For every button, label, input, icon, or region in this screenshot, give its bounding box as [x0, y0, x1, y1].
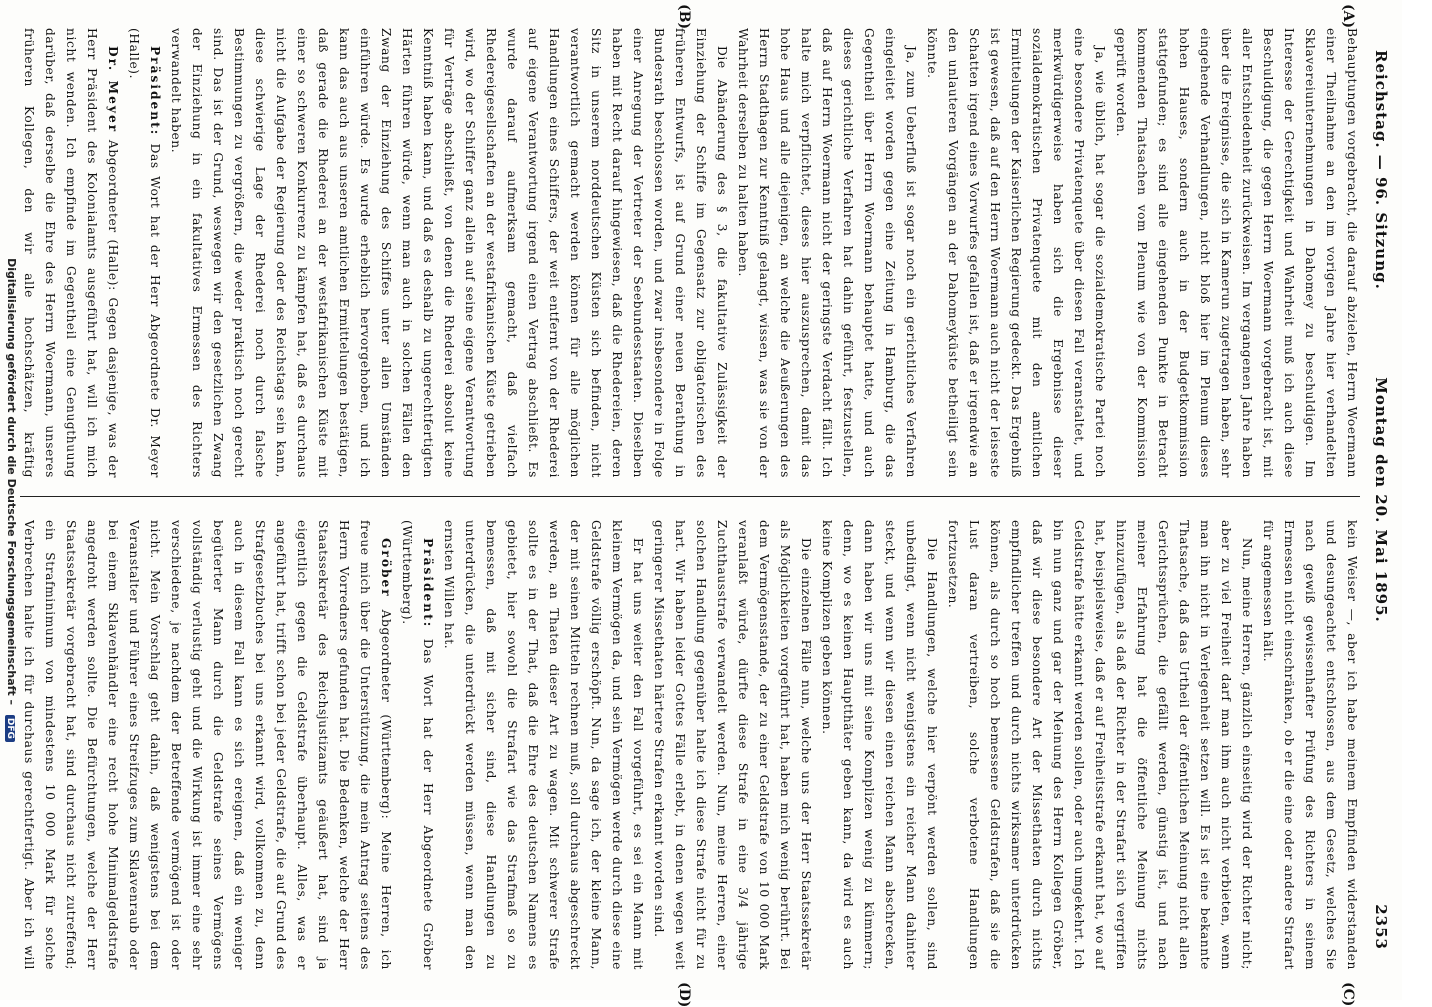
right-column [22, 520, 1362, 970]
left-column [22, 28, 1362, 478]
speech-paragraph [22, 28, 123, 478]
speaker-label: Präsident: [148, 46, 162, 137]
paragraph: Er hat uns weiter den Fall vorgeführt, es sei ein Mann mit kleinem Vermögen da, und sein Vermögen werde durch diese eine Geldstrafe völlig erschöpft. Nun, da sage ich, der kleine Mann, der mit seinen Mitteln rechnen muß, soll durchaus abgeschreckt werden, an Thaten dieser Art zu wagen. Mit schwerer Strafe sollte es in der That, daß die Ehre des deutschen Namens es gebietet, hier sowohl die Strafart wie das Strafmaß so zu bemessen, daß mit sicher sind, diese Handlungen zu unterdrücken, die unterdrückt werden müssen, wenn man den ernsten Willen hat. [442, 520, 645, 970]
speaker-text: Das Wort hat der Herr Abgeordnete Dr. Meyer (Halle). [127, 28, 162, 478]
paragraph: Behauptungen vorgebracht, die darauf abzielen, Herrn Woermann einer Theilnahme an den im vorigen Jahre hier verhandelten Sklavereiunternehmungen in Dahomey zu beschuldigen. Im Interesse der Gerechtigkeit und Wahrheit muß ich auch diese Beschuldigung, die gegen Herrn Woermann vorgebracht ist, mit aller Entschiedenheit zurückweisen. Im vergangenen Jahre haben über die Ereignisse, die sich in Kamerun zugetragen haben, sehr eingehende Verhandlungen, nicht bloß hier im Plenum dieses hohen Hauses, sondern auch in der Budgetkommission stattgefunden; es sind alle eingehenden Punkte in Betracht kommenden Thatsachen vom Plenum wie von der Kommission geprüft worden. [1114, 28, 1359, 478]
paragraph: Ja, zum Ueberfluß ist sogar noch ein gerichtliches Verfahren eingeleitet worden gegen eine Zeitung in Hamburg, die das Gegentheil über Herrn Woermann behauptet hatte, und auch dieses gerichtliche Verfahren hat dahin geführt, festzustellen, daß auf Herrn Woermann nicht der geringste Verdacht fällt. Ich halte mich verpflichtet, dieses hier auszusprechen, damit das hohe Haus und alle diejenigen, an welche die Aeußerungen des Herrn Stadthagen zur Kenntniß gelangt, wissen, was sie von der Wahrheit derselben zu halten haben. [736, 28, 918, 478]
paragraph: Die Handlungen, welche hier verpönt werden sollen, sind unbedingt, wenn nicht wenigstens ein reicher Mann dahinter steckt, und wenn wir diesen einen reichen Mann abschrecken, dann haben wir uns mit seine Komplizen wenig zu kümmern; denn, wo es keinen Hauptthäter geben kann, da wird es auch keine Komplizen geben können. [820, 520, 939, 970]
speaker-text: Das Wort hat der Herr Abgeordnete Gröber (Württemberg). [400, 520, 435, 970]
paragraph: Die einzelnen Fälle nun, welche uns der Herr Staatssekretär als Möglichkeiten vorgeführt hat, haben mich wenig berührt. Bei dem Vermögensstande, der zu einer Geldstrafe von 10 000 Mark veranlaßt würde, dürfte diese Strafe in eine 3/4 jährige Zuchthausstrafe verwandelt werden. Nun, meine Herren, einer solchen Handlung gegenüber halte ich diese Strafe nicht für zu hart. Wir haben leider Gottes Fälle erlebt, in denen wegen weit geringerer Missethaten härtere Strafen erkannt worden sind. [652, 520, 813, 970]
paragraph: Ja, wie üblich, hat sogar die sozialdemokratische Partei noch eine besondere Privatenquete über diesen Fall veranstaltet, und merkwürdigerweise haben sich die Ergebnisse dieser sozialdemokratischen Privatenquete mit den amtlichen Ermittelungen der Kaiserlichen Regierung gedeckt. Das Ergebniß ist gewesen, daß auf den Herrn Woermann auch nicht der leiseste Schatten irgend eines Vorwurfes gefallen ist, daß er irgendwie an den unlauteren Vorgängen an der Dahomeyküste betheiligt sein könnte. [925, 28, 1107, 478]
speech-paragraph [22, 520, 396, 970]
running-head-date: Montag den 20. Mai 1895. [1372, 377, 1390, 623]
credit-text: Digitalisierung gefördert durch die Deutsche Forschungsgemeinschaft – [5, 258, 18, 706]
speaker-paragraph [396, 520, 438, 970]
section-marker-d: (D) [676, 982, 692, 1007]
section-marker-a: (A) [1340, 4, 1356, 29]
speaker-paragraph [123, 28, 165, 478]
speaker-name: Dr. Meyer [106, 46, 120, 134]
speaker-label: Präsident: [421, 538, 435, 629]
paragraph: Nun, meine Herren, gänzlich einseitig wird der Richter nicht; aber zu viel Freiheit darf man ihm auch nicht verbieten, wenn man ihn nicht in Verlegenheit setzen will. Es ist eine bekannte Thatsache, daß das Urtheil der öffentlichen Meinung nicht allen Gerichtssprüchen, die gefällt werden, günstig ist, und nach meiner Erfahrung hat die öffentliche Meinung nichts hinzuzufügen, als daß der Richter in der Strafart sich vergriffen hat, beispielsweise, daß er auf Freiheitsstrafe erkannt hat, wo auf Geldstrafe hätte erkannt werden sollen, oder auch umgekehrt. Ich bin nun ganz und gar der Meinung des Herrn Kollegen Gröber, daß wir diese besondere Art der Missethaten durch nichts empfindlicher treffen und durch nichts wirksamer unterdrücken können, als durch so hoch bemessene Geldstrafen, daß sie die Lust daran vertreiben, solche verbotene Handlungen fortzusetzen. [946, 520, 1254, 970]
digitization-credit [5, 0, 18, 1000]
section-marker-c: (C) [1340, 982, 1356, 1007]
paragraph: Die Abänderung des § 3, die fakultative Zulässigkeit der Einziehung der Schiffe im Gegensatz zur obligatorischen des früheren Entwurfs, ist auf Grund einer neuen Berathung in Bundesrath beschlossen worden, und zwar insbesondere in Folge einer Anregung der Vertreter der Seebundesstaaten. Dieselben haben mit Recht darauf hingewiesen, daß die Rhedereien, deren Sitz in unserem norddeutschen Küsten sich befinden, nicht verantwortlich gemacht werden können für alle möglichen Handlungen eines Schiffers, der weit entfernt von der Rhederei auf eigene Verantwortung irgend einen Vertrag abschließt. Es wurde darauf aufmerksam gemacht, daß vielfach Rhedereigesellschaften an der westafrikanischen Küste getrieben wird, wo der Schiffer ganz allein auf seine eigene Verantwortung für Verträge abschließt, von denen die Rhederei absolut keine Kenntniß haben kann, und daß es deshalb zu ungerechtfertigten Härten führen würde, wenn man auch in solchen Fällen den Zwang der Einziehung des Schiffes unter allen Umständen einführen würde. Es wurde erheblich hervorgehoben, und ich kann das auch aus unseren amtlichen Ermittelungen bestätigen, daß gerade die Rhederei an der westafrikanischen Küste mit einer so schweren Konkurrenz zu kämpfen hat, daß es durchaus nicht die Aufgabe der Regierung oder des Reichstags sein kann, diese schwierige Lage der Rhederei noch durch falsche Bestimmungen zu vergrößern, die weder praktisch noch gerecht sind. Das ist der Grund, weswegen wir den gesetzlichen Zwang der Einziehung in ein fakultatives Ermessen des Richters verwandelt haben. [169, 28, 729, 478]
running-head [1368, 40, 1394, 960]
dfg-logo: DFG [5, 715, 15, 742]
speech-text: Abgeordneter (Württemberg): Meine Herren, ich freue mich über die Unterstützung, die mein Antrag seitens des Herrn Vorredners gefunden hat. Die Bedenken, welche der Herr Staatssekretär des Reichsjustizamts geäußert hat, sind ja eigentlich gegen die Geldstrafe überhaupt. Alles, was er angeführt hat, trifft schon bei jeder Geldstrafe, die auf Grund des Strafgesetzbuches bei uns erkannt wird, vollkommen zu, denn auch in diesem Fall kann es sich ereignen, daß ein weniger begüterter Mann durch die Geldstrafe seines Vermögens vollständig verlustig geht und die Wirkung ist immer eine sehr verschiedene, je nachdem der Betreffende vermögend ist oder nicht. Mein Vorschlag geht dahin, daß wenigstens bei dem Veranstalter und Führer eines Streifzuges zum Sklavenraub oder bei einem Sklavenhändler eine recht hohe Minimalgeldstrafe angedroht werden sollte. Die Befürchtungen, welche der Herr Staatssekretär vorgebracht hat, sind durchaus nicht zutreffend; ein Strafminimum von mindestens 10 000 Mark für solche Verbrechen halte ich für durchaus gerechtfertigt. Aber ich will [22, 520, 393, 970]
column-divider [20, 496, 1360, 497]
paragraph: kein Weiser —, aber ich habe meinem Empfinden widerstanden und desungeachtet entschlossen, aus dem Gesetz, welches Sie nach gewiß gewissenhafter Prüfung des Richters in seinem Ermessen nicht einschränken, ob er die eine oder andere Strafart für angemessen hält. [1261, 520, 1359, 970]
speech-text: Abgeordneter (Halle): Gegen dasjenige, was der Herr Präsident des Kolonialamts ausgeführt hat, will ich mich nicht wenden. Ich empfinde im Gegentheil eine Genugthuung darüber, daß derselbe die Ehre des Herrn Woermann, unseres früheren Kollegen, den wir alle hochschätzen, kräftig [22, 28, 120, 478]
page-number: 2353 [1372, 904, 1390, 950]
running-head-left: Reichstag. — 96. Sitzung. [1372, 50, 1390, 290]
section-marker-b: (B) [676, 4, 692, 30]
speaker-name: Gröber [379, 538, 393, 598]
